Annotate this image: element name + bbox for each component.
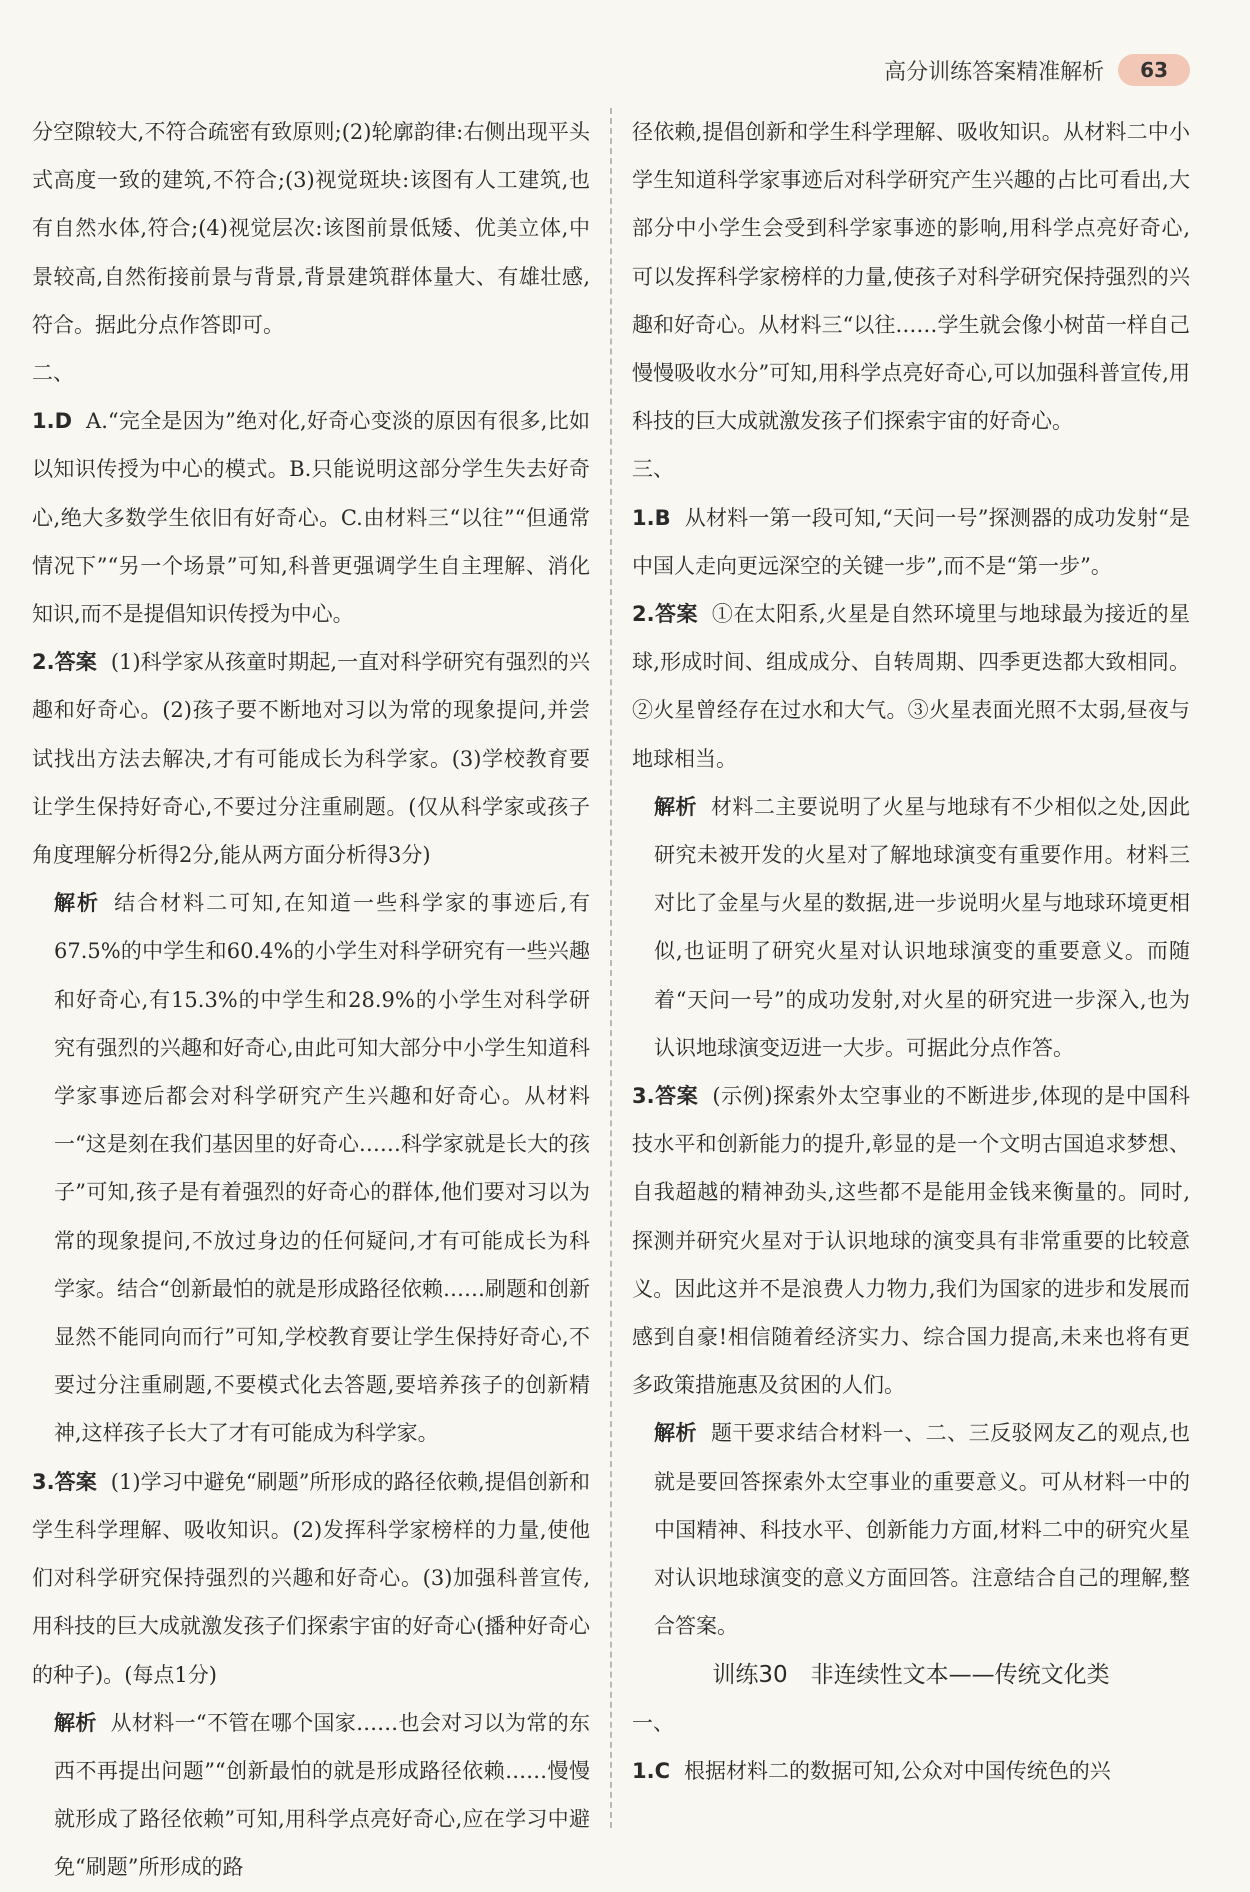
analysis-item — [32, 879, 590, 1457]
answer-item — [632, 1072, 1190, 1409]
left-column — [32, 108, 590, 1892]
column-divider — [610, 108, 612, 1828]
analysis-text: 从材料一“不管在哪个国家……也会对习以为常的东西不再提出问题”“创新最怕的就是形成路径依赖……慢慢就形成了路径依赖”可知,用科学点亮好奇心,应在学习中避免“刷题”所形成的路 — [54, 1710, 591, 1880]
answer-text: (1)学习中避免“刷题”所形成的路径依赖,提倡创新和学生科学理解、吸收知识。(2)发挥科学家榜样的力量,使他们对科学研究保持强烈的兴趣和好奇心。(3)加强科普宣传,用科技的巨大成就激发孩子们探索宇宙的好奇心(播种好奇心的种子)。(每点1分) — [32, 1469, 590, 1687]
page-number-badge: 63 — [1118, 54, 1190, 86]
analysis-item — [632, 783, 1190, 1072]
header-title: 高分训练答案精准解析 — [884, 59, 1105, 85]
question-marker: 1.C — [632, 1758, 671, 1783]
answer-text: A.“完全是因为”绝对化,好奇心变淡的原因有很多,比如以知识传授为中心的模式。B.只能说明这部分学生失去好奇心,绝大多数学生依旧有好奇心。C.由材料三“以往”“但通常情况下”“另一个场景”可知,科普更强调学生自主理解、消化知识,而不是提倡知识传授为中心。 — [32, 409, 590, 627]
answer-item — [632, 1747, 1190, 1795]
section-title: 训练30 非连续性文本——传统文化类 — [712, 1661, 1110, 1688]
question-marker: 3.答案 — [32, 1469, 97, 1494]
analysis-label: 解析 — [54, 1710, 97, 1735]
answer-item — [32, 638, 590, 879]
left-paragraph-0: 分空隙较大,不符合疏密有致原则;(2)轮廓韵律:右侧出现平头式高度一致的建筑,不符合;(3)视觉斑块:该图有人工建筑,也有自然水体,符合;(4)视觉层次:该图前景低矮、优美立体,中景较高,自然衔接前景与背景,背景建筑群体量大、有雄壮感,符合。据此分点作答即可。 — [32, 120, 590, 337]
question-marker: 2.答案 — [632, 602, 698, 627]
right-paragraph-0: 径依赖,提倡创新和学生科学理解、吸收知识。从材料二中小学生知道科学家事迹后对科学研究产生兴趣的占比可看出,大部分中小学生会受到科学家事迹的影响,用科学点亮好奇心,可以发挥科学家榜样的力量,使孩子对科学研究保持强烈的兴趣和好奇心。从材料三“以往……学生就会像小树苗一样自己慢慢吸收水分”可知,用科学点亮好奇心,可以加强科普宣传,用科技的巨大成就激发孩子们探索宇宙的好奇心。 — [632, 120, 1190, 434]
question-marker: 2.答案 — [32, 650, 97, 675]
analysis-text: 结合材料二可知,在知道一些科学家的事迹后,有67.5%的中学生和60.4%的小学生对科学研究有一些兴趣和好奇心,有15.3%的中学生和28.9%的小学生对科学研究有强烈的兴趣和好奇心,由此可知大部分中小学生知道科学家事迹后都会对科学研究产生兴趣和好奇心。从材料一“这是刻在我们基因里的好奇心……科学家就是长大的孩子”可知,孩子是有着强烈的好奇心的群体,他们要对习以为常的现象提问,不放过身边的任何疑问,才有可能成长为科学家。结合“创新最怕的就是形成路径依赖……刷题和创新显然不能同向而行”可知,学校教育要让学生保持好奇心,不要过分注重刷题,不要模式化去答题,要培养孩子的创新精神,这样孩子长大了才有可能成为科学家。 — [54, 891, 590, 1446]
analysis-label: 解析 — [654, 1421, 697, 1446]
question-marker: 1.B — [632, 505, 671, 530]
analysis-label: 解析 — [54, 891, 101, 916]
answer-text: (1)科学家从孩童时期起,一直对科学研究有强烈的兴趣和好奇心。(2)孩子要不断地对习以为常的现象提问,并尝试找出方法去解决,才有可能成长为科学家。(3)学校教育要让学生保持好奇心,不要过分注重刷题。(仅从科学家或孩子角度理解分析得2分,能从两方面分析得3分) — [32, 650, 590, 868]
answer-text: (示例)探索外太空事业的不断进步,体现的是中国科技水平和创新能力的提升,彰显的是一个文明古国追求梦想、自我超越的精神劲头,这些都不是能用金钱来衡量的。同时,探测并研究火星对于认识地球的演变具有非常重要的比较意义。因此这并不是浪费人力物力,我们为国家的进步和发展而感到自豪!相信随着经济实力、综合国力提高,未来也将有更多政策措施惠及贫困的人们。 — [632, 1084, 1191, 1398]
section-3-heading: 三、 — [632, 457, 674, 482]
answer-item — [32, 397, 590, 638]
answer-item — [32, 1458, 590, 1699]
right-column — [632, 108, 1190, 1795]
answer-text: 根据材料二的数据可知,公众对中国传统色的兴 — [684, 1758, 1111, 1783]
answer-item — [632, 590, 1190, 783]
analysis-label: 解析 — [654, 794, 697, 819]
section-1-heading: 一、 — [632, 1710, 674, 1735]
analysis-item — [632, 1409, 1190, 1650]
analysis-text: 材料二主要说明了火星与地球有不少相似之处,因此研究未被开发的火星对了解地球演变有重要作用。材料三对比了金星与火星的数据,进一步说明火星与地球环境更相似,也证明了研究火星对认识地球演变的重要意义。而随着“天问一号”的成功发射,对火星的研究进一步深入,也为认识地球演变迈进一大步。可据此分点作答。 — [654, 794, 1190, 1060]
analysis-item — [32, 1699, 590, 1892]
question-marker: 3.答案 — [632, 1084, 699, 1109]
answer-item — [632, 494, 1190, 590]
answer-text: 从材料一第一段可知,“天问一号”探测器的成功发射“是中国人走向更远深空的关键一步”,而不是“第一步”。 — [632, 505, 1190, 578]
analysis-text: 题干要求结合材料一、二、三反驳网友乙的观点,也就是要回答探索外太空事业的重要意义。可从材料一中的中国精神、科技水平、创新能力方面,材料二中的研究火星对认识地球演变的意义方面回答。注意结合自己的理解,整合答案。 — [654, 1421, 1190, 1639]
question-marker: 1.D — [32, 409, 73, 434]
answer-text: ①在太阳系,火星是自然环境里与地球最为接近的星球,形成时间、组成成分、自转周期、四季更迭都大致相同。②火星曾经存在过水和大气。③火星表面光照不太弱,昼夜与地球相当。 — [632, 602, 1190, 771]
section-2-heading: 二、 — [32, 361, 74, 386]
page-header — [884, 54, 1190, 86]
